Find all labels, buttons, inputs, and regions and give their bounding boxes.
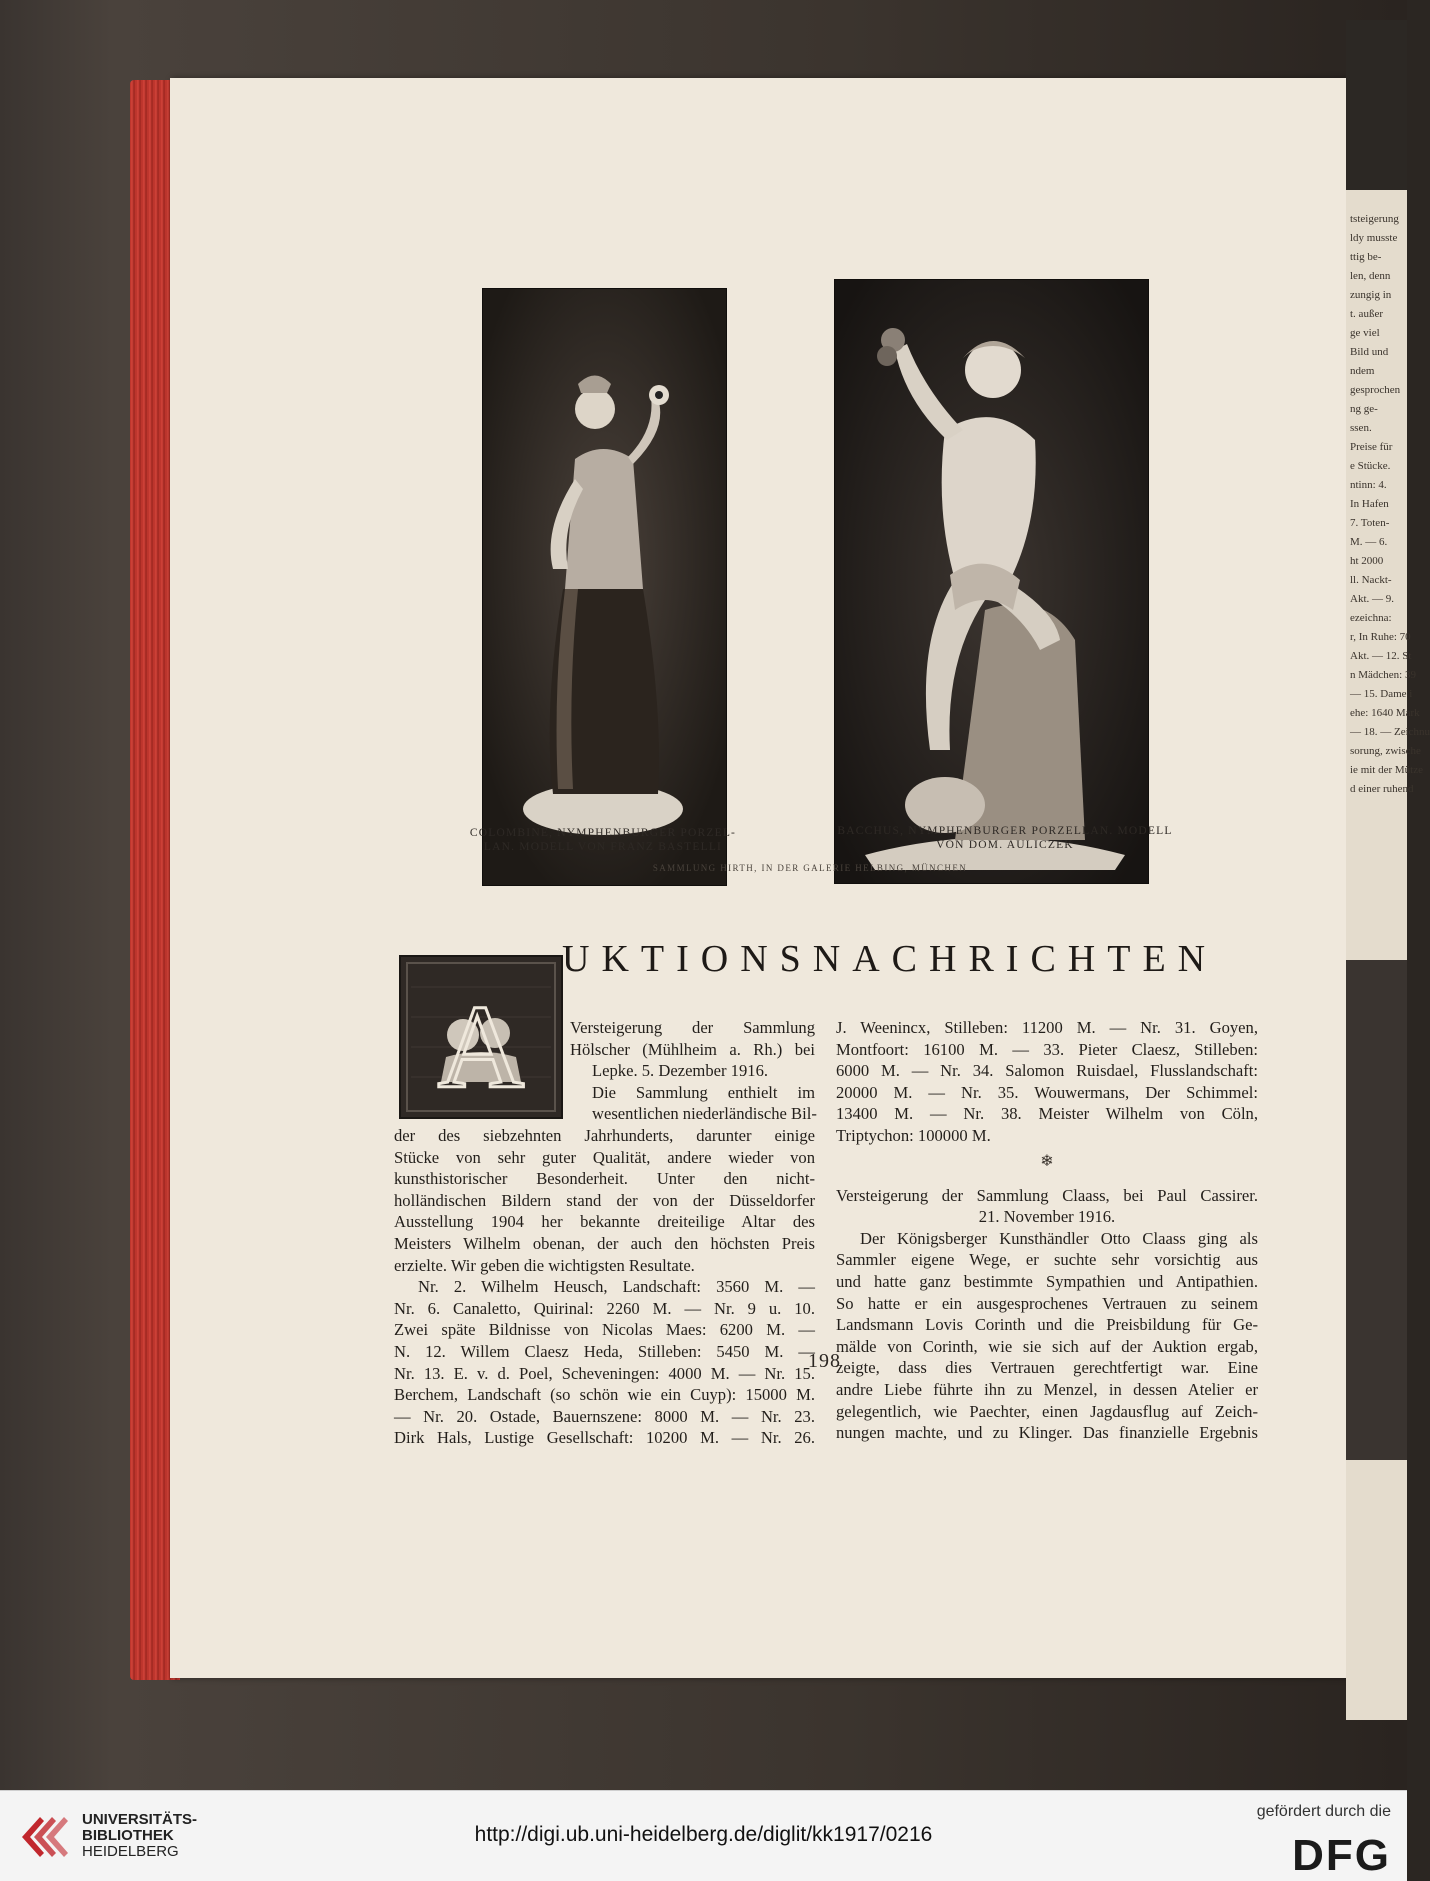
text-line: 13400 M. — Nr. 38. Meister Wilhelm von Cöln, [836, 1104, 1258, 1124]
facing-page-fragment: n Mädchen: 39 [1350, 669, 1416, 681]
page-number: 198 [808, 1350, 841, 1372]
facing-page-fragment: ezeichna: [1350, 612, 1392, 624]
text-line: und hatte ganz bestimmte Sympathien und Antipathien. [836, 1271, 1258, 1291]
text-line: wesentlichen niederländische Bil- [592, 1104, 817, 1124]
text-line: holländischen Bildern stand der von der Düsseldorfer [394, 1190, 815, 1210]
university-library-name: UNIVERSITÄTS- BIBLIOTHEK HEIDELBERG [82, 1811, 198, 1860]
section-ornament: ❄ [1040, 1152, 1054, 1170]
facing-page-edge [1346, 20, 1430, 1720]
facing-page-fragment: ng ge- [1350, 403, 1378, 415]
facing-page-fragment: zungig in [1350, 289, 1392, 301]
facing-page-text-fragments [1350, 210, 1430, 799]
facing-page-fragment: Preise für [1350, 441, 1393, 453]
text-line: gelegentlich, wie Paechter, einen Jagdausflug auf Zeich- [836, 1401, 1258, 1421]
text-line: Hölscher (Mühlheim a. Rh.) bei [570, 1039, 815, 1059]
text-line: Landsmann Lovis Corinth und die Preisbildung für Ge- [836, 1315, 1258, 1335]
collection-caption: SAMMLUNG HIRTH, IN DER GALERIE HELBING, MÜNCHEN [652, 863, 968, 873]
facing-page-fragment: sorung, zwische [1350, 745, 1421, 757]
text-line: Nr. 6. Canaletto, Quirinal: 2260 M. — Nr. 9 u. 10. [394, 1298, 815, 1318]
text-line: mälde von Corinth, wie sie sich auf der Auktion ergab, [836, 1336, 1258, 1356]
right-text-column [836, 1017, 1258, 1444]
text-line: Die Sammlung enthielt im [592, 1082, 815, 1102]
text-line: Stücke von sehr guter Qualität, andere wieder von [394, 1147, 815, 1167]
facing-page-fragment: r, In Ruhe: 70 [1350, 631, 1411, 643]
facing-page-fragment: gesprochen [1350, 384, 1401, 396]
facing-page-fragment: tsteigerung [1350, 213, 1399, 225]
facing-page-fragment: 7. Toten- [1350, 517, 1390, 529]
facing-page-fragment: ht 2000 [1350, 555, 1384, 567]
text-line: Lepke. 5. Dezember 1916. [592, 1061, 769, 1081]
text-line: Versteigerung der Sammlung [570, 1018, 815, 1037]
facing-page-fragment: ntinn: 4. [1350, 479, 1387, 491]
text-line: Ausstellung 1904 her bekannte dreiteilige Altar des [394, 1212, 815, 1232]
text-line: Nr. 13. E. v. d. Poel, Scheveningen: 4000 M. — Nr. 15. [394, 1363, 815, 1383]
colombine-figure-image [482, 288, 727, 886]
text-line: kunsthistorischer Besonderheit. Unter den nicht- [394, 1169, 815, 1189]
viewer-footer [0, 1790, 1407, 1881]
text-line: Meisters Wilhelm obenan, der auch den höchsten Preis [394, 1233, 815, 1253]
dfg-logo: DFG [1292, 1831, 1391, 1880]
text-line: zeigte, dass dies Vertrauen gerechtfertigt war. Eine [836, 1358, 1258, 1378]
text-line: erzielte. Wir geben die wichtigsten Resultate. [394, 1255, 695, 1275]
text-line: andre Liebe führte ihn zu Menzel, in dessen Atelier er [836, 1379, 1258, 1399]
facing-page-fragment: ssen. [1350, 422, 1372, 434]
text-line: Sammler eigene Wege, er suchte sehr vorsichtig aus [836, 1250, 1258, 1270]
text-line: nungen machte, und zu Klinger. Das finanzielle Ergebnis [836, 1423, 1258, 1443]
text-line: Der Königsberger Kunsthändler Otto Claass ging als [860, 1228, 1258, 1248]
text-line: Dirk Hals, Lustige Gesellschaft: 10200 M. — Nr. 26. [394, 1428, 815, 1448]
left-text-column [394, 1017, 815, 1449]
text-line: Triptychon: 100000 M. [836, 1125, 991, 1145]
article-headline: UKTIONSNACHRICHTEN [562, 938, 1218, 980]
facing-page-fragment: Bild und [1350, 346, 1389, 358]
facing-page-fragment: Akt. — 9. [1350, 593, 1394, 605]
right-figure-caption: BACCHUS, NYMPHENBURGER PORZELLAN. MODELL VON DOM. AULICZEK [837, 825, 1173, 851]
facing-page-fragment: ie mit der Mütze [1350, 764, 1424, 776]
bacchus-figure-image [834, 279, 1149, 884]
facing-page-fragment: d einer ruhend [1350, 783, 1414, 795]
text-line: So hatte er ein ausgesprochenes Vertrauen zu seinem [836, 1293, 1258, 1313]
facing-page-fragment: ehe: 1640 Mark [1350, 707, 1420, 719]
facing-page-fragment: len, denn [1350, 270, 1391, 282]
facing-page-fragment: — 15. Dame i [1350, 688, 1413, 700]
facing-page-fragment: M. — 6. [1350, 536, 1388, 548]
facing-page-photo-top [1346, 20, 1407, 190]
text-line: N. 12. Willem Claesz Heda, Stilleben: 5450 M. — [394, 1341, 815, 1361]
text-line: — Nr. 20. Ostade, Bauernszene: 8000 M. — Nr. 23. [394, 1406, 815, 1426]
text-line: Versteigerung der Sammlung Claass, bei Paul Cassirer. [836, 1185, 1258, 1205]
facing-page-fragment: ldy musste [1350, 232, 1398, 244]
facing-page-fragment: t. außer [1350, 308, 1383, 320]
text-line: 20000 M. — Nr. 35. Wouwermans, Der Schimmel: [836, 1082, 1258, 1102]
svg-text:A: A [437, 980, 525, 1113]
document-url-link[interactable]: http://digi.ub.uni-heidelberg.de/diglit/kk1917/0216 [474, 1823, 933, 1846]
facing-page-fragment: ndem [1350, 365, 1375, 377]
text-line: Berchem, Landschaft (so schön wie ein Cuyp): 15000 M. [394, 1385, 815, 1405]
text-line: 21. November 1916. [978, 1207, 1116, 1227]
left-figure-caption: COLOMBINE, NYMPHENBURGER PORZEL- LAN. MODELL VON FRANZ BASTELLI [469, 827, 737, 853]
facing-page-fragment: Akt. — 12. St [1350, 650, 1412, 662]
facing-page-illustration [1346, 960, 1407, 1460]
facing-page-fragment: ttig be- [1350, 251, 1382, 263]
text-line: der des siebzehnten Jahrhunderts, darunter einige [394, 1125, 815, 1145]
facing-page-fragment: In Hafen [1350, 498, 1389, 510]
facing-page-fragment: ge viel [1350, 327, 1380, 339]
facing-page-fragment: — 18. — Zeichnu [1350, 726, 1430, 738]
funding-text: gefördert durch die [1256, 1803, 1391, 1820]
text-line: Zwei späte Bildnisse von Nicolas Maes: 6200 M. — [394, 1320, 815, 1340]
facing-page-fragment: ll. Nackt- [1350, 574, 1392, 586]
text-line: Nr. 2. Wilhelm Heusch, Landschaft: 3560 M. — [418, 1277, 815, 1297]
text-line: J. Weenincx, Stilleben: 11200 M. — Nr. 31. Goyen, [836, 1018, 1258, 1037]
text-line: Montfoort: 16100 M. — 33. Pieter Claesz, Stilleben: [836, 1039, 1258, 1059]
facing-page-fragment: e Stücke. [1350, 460, 1391, 472]
text-line: 6000 M. — Nr. 34. Salomon Ruisdael, Flusslandschaft: [836, 1061, 1258, 1081]
